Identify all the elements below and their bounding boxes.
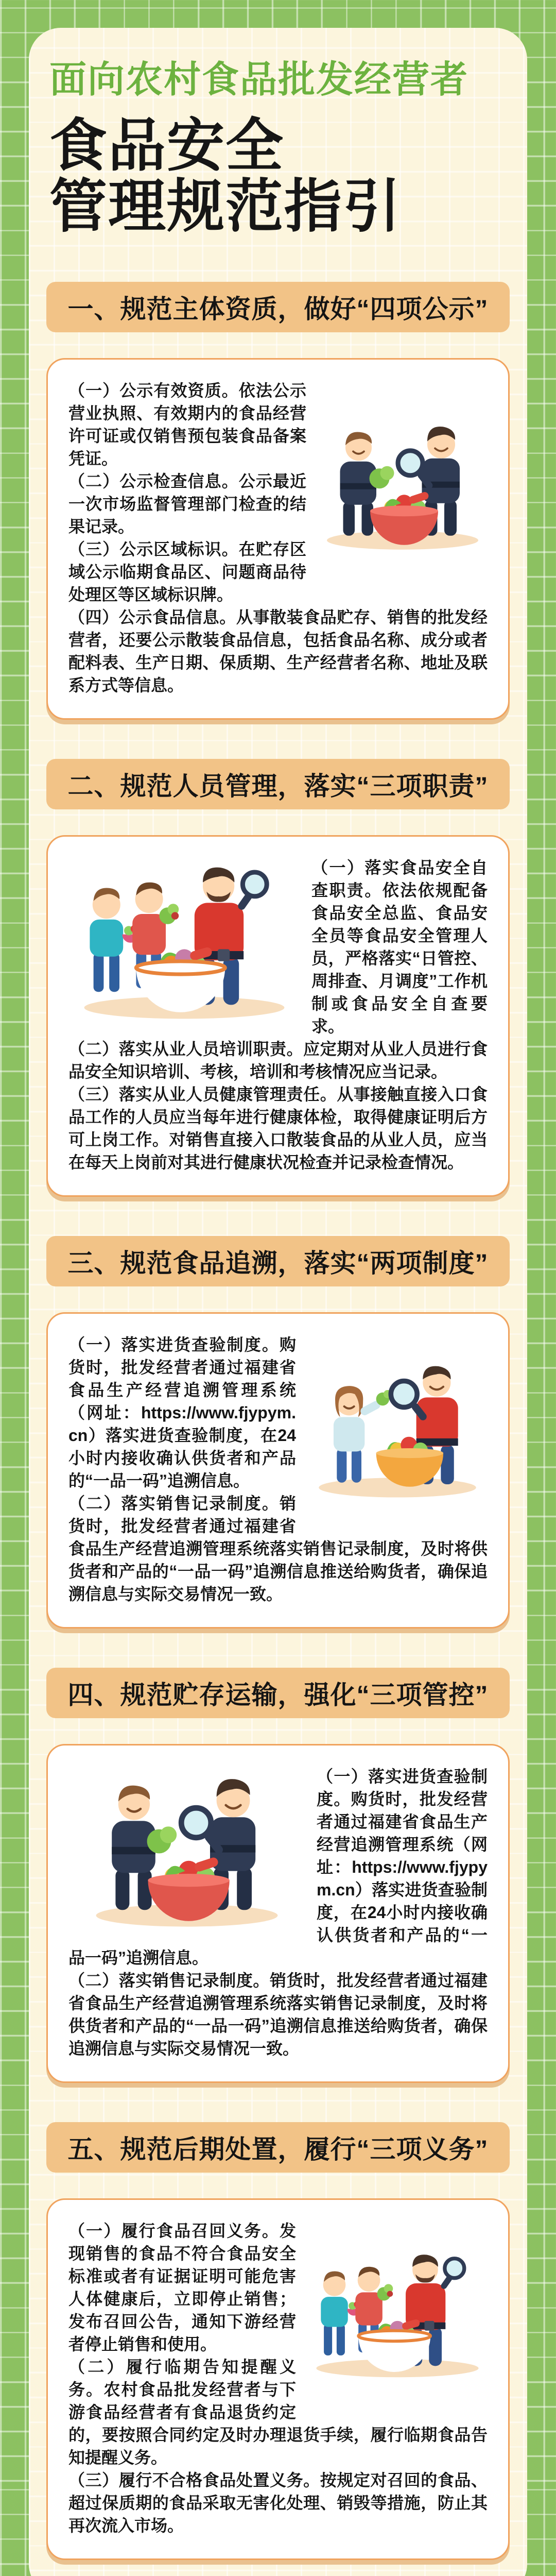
page-title-line-2: 管理规范指引 <box>49 174 402 239</box>
section-1-card <box>46 358 510 720</box>
officer-with-children-illustration <box>68 858 300 1021</box>
section-5-paragraph-3: （三）履行不合格食品处置义务。按规定对召回的食品、超过保质期的食品采取无害化处理、销毁等措施，防止其再次流入市场。 <box>68 2471 488 2535</box>
section-3-banner: 三、规范食品追溯，落实“两项制度” <box>46 1236 510 1286</box>
section-5-card <box>46 2198 510 2560</box>
section-1-paragraph-3: （三）公示区域标识。在贮存区域公示临期食品区、问题商品待处理区等区域标识牌。 <box>68 540 306 604</box>
section-5-paragraph-1: （一）履行食品召回义务。发现销售的食品不符合食品安全标准或者有证据证明可能危害人体健康后，立即停止销售；发布召回公告，通知下游经营者停止销售和使用。 <box>68 2222 296 2354</box>
section-3 <box>46 1236 510 1629</box>
officer-girl-vegetables-icon <box>307 1335 488 1521</box>
section-2-banner: 二、规范人员管理，落实“三项职责” <box>46 759 510 809</box>
section-1-paragraph-4: （四）公示食品信息。从事散装食品贮存、销售的批发经营者，还要公示散装食品信息，包括食品名称、成分或者配料表、生产日期、保质期、生产经营者名称、地址及联系方式等信息。 <box>68 608 488 695</box>
section-2 <box>46 759 510 1197</box>
officer-with-children-illustration <box>307 2222 488 2404</box>
magnifying-glass-vegetable-bowl-icon <box>318 381 488 587</box>
section-4 <box>46 1668 510 2083</box>
magnifying-glass-vegetable-bowl-icon <box>68 1767 305 1929</box>
section-1-paragraph-1: （一）公示有效资质。依法公示营业执照、有效期内的食品经营许可证或仅销售预包装食品备案凭证。 <box>68 381 306 468</box>
section-4-card <box>46 1744 510 2083</box>
family-salad-bowl-icon <box>68 858 300 1021</box>
inspectors-with-magnifier-illustration <box>68 1767 305 1929</box>
section-1 <box>46 282 510 720</box>
section-4-banner: 四、规范贮存运输，强化“三项管控” <box>46 1668 510 1718</box>
section-2-paragraph-2: （二）落实从业人员培训职责。应定期对从业人员进行食品安全知识培训、考核，培训和考核情况应当记录。 <box>68 1040 488 1081</box>
section-1-paragraph-2: （二）公示检查信息。公示最近一次市场监督管理部门检查的结果记录。 <box>68 472 306 536</box>
poster-panel <box>29 28 527 2576</box>
section-4-paragraph-2: （二）落实销售记录制度。销货时，批发经营者通过福建省食品生产经营追溯管理系统落实销售记录制度，及时将供货者和产品的“一品一码”追溯信息推送给购货者，确保追溯信息与实际交易情况一致。 <box>68 1971 488 2058</box>
section-3-paragraph-1: （一）落实进货查验制度。购货时，批发经营者通过福建省食品生产经营追溯管理系统（网址：https://www.fjypym.cn）落实进货查验制度，在24小时内接收确认供货者和产品的“一品一码”追溯信息。 <box>68 1335 296 1490</box>
page-title-line-1: 食品安全 <box>49 113 284 178</box>
section-3-paragraph-2: （二）落实销售记录制度。销货时，批发经营者通过福建省食品生产经营追溯管理系统落实销售记录制度，及时将供货者和产品的“一品一码”追溯信息推送给购货者，确保追溯信息与实际交易情况一致。 <box>68 1494 488 1604</box>
header-eyebrow: 面向农村食品批发经营者 <box>49 59 469 100</box>
inspectors-with-magnifier-illustration <box>318 381 488 587</box>
page-title <box>49 115 510 238</box>
section-4-paragraph-1: （一）落实进货查验制度。购货时，批发经营者通过福建省食品生产经营追溯管理系统（网址：https://www.fjypym.cn）落实进货查验制度，在24小时内接收确认供货者和产品的“一品一码”追溯信息。 <box>68 1767 488 1968</box>
section-5 <box>46 2122 510 2560</box>
section-3-card <box>46 1312 510 1629</box>
section-2-paragraph-1: （一）落实食品安全自查职责。依法依规配备食品安全总监、食品安全员等食品安全管理人员，严格落实“日管控、周排查、月调度”工作机制或食品安全自查要求。 <box>311 858 488 1036</box>
section-2-paragraph-3: （三）落实从业人员健康管理责任。从事接触直接入口食品工作的人员应当每年进行健康体检，取得健康证明后方可上岗工作。对销售直接入口散装食品的从业人员，应当在每天上岗前对其进行健康状况检查并记录检查情况。 <box>68 1085 488 1172</box>
section-2-card <box>46 835 510 1197</box>
officer-and-girl-illustration <box>307 1335 488 1521</box>
section-1-banner: 一、规范主体资质，做好“四项公示” <box>46 282 510 332</box>
section-5-paragraph-2: （二）履行临期告知提醒义务。农村食品批发经营者与下游食品经营者有食品退货约定的，要按照合同约定及时办理退货手续，履行临期食品告知提醒义务。 <box>68 2358 488 2467</box>
family-salad-bowl-icon <box>307 2222 488 2404</box>
section-5-banner: 五、规范后期处置，履行“三项义务” <box>46 2122 510 2173</box>
